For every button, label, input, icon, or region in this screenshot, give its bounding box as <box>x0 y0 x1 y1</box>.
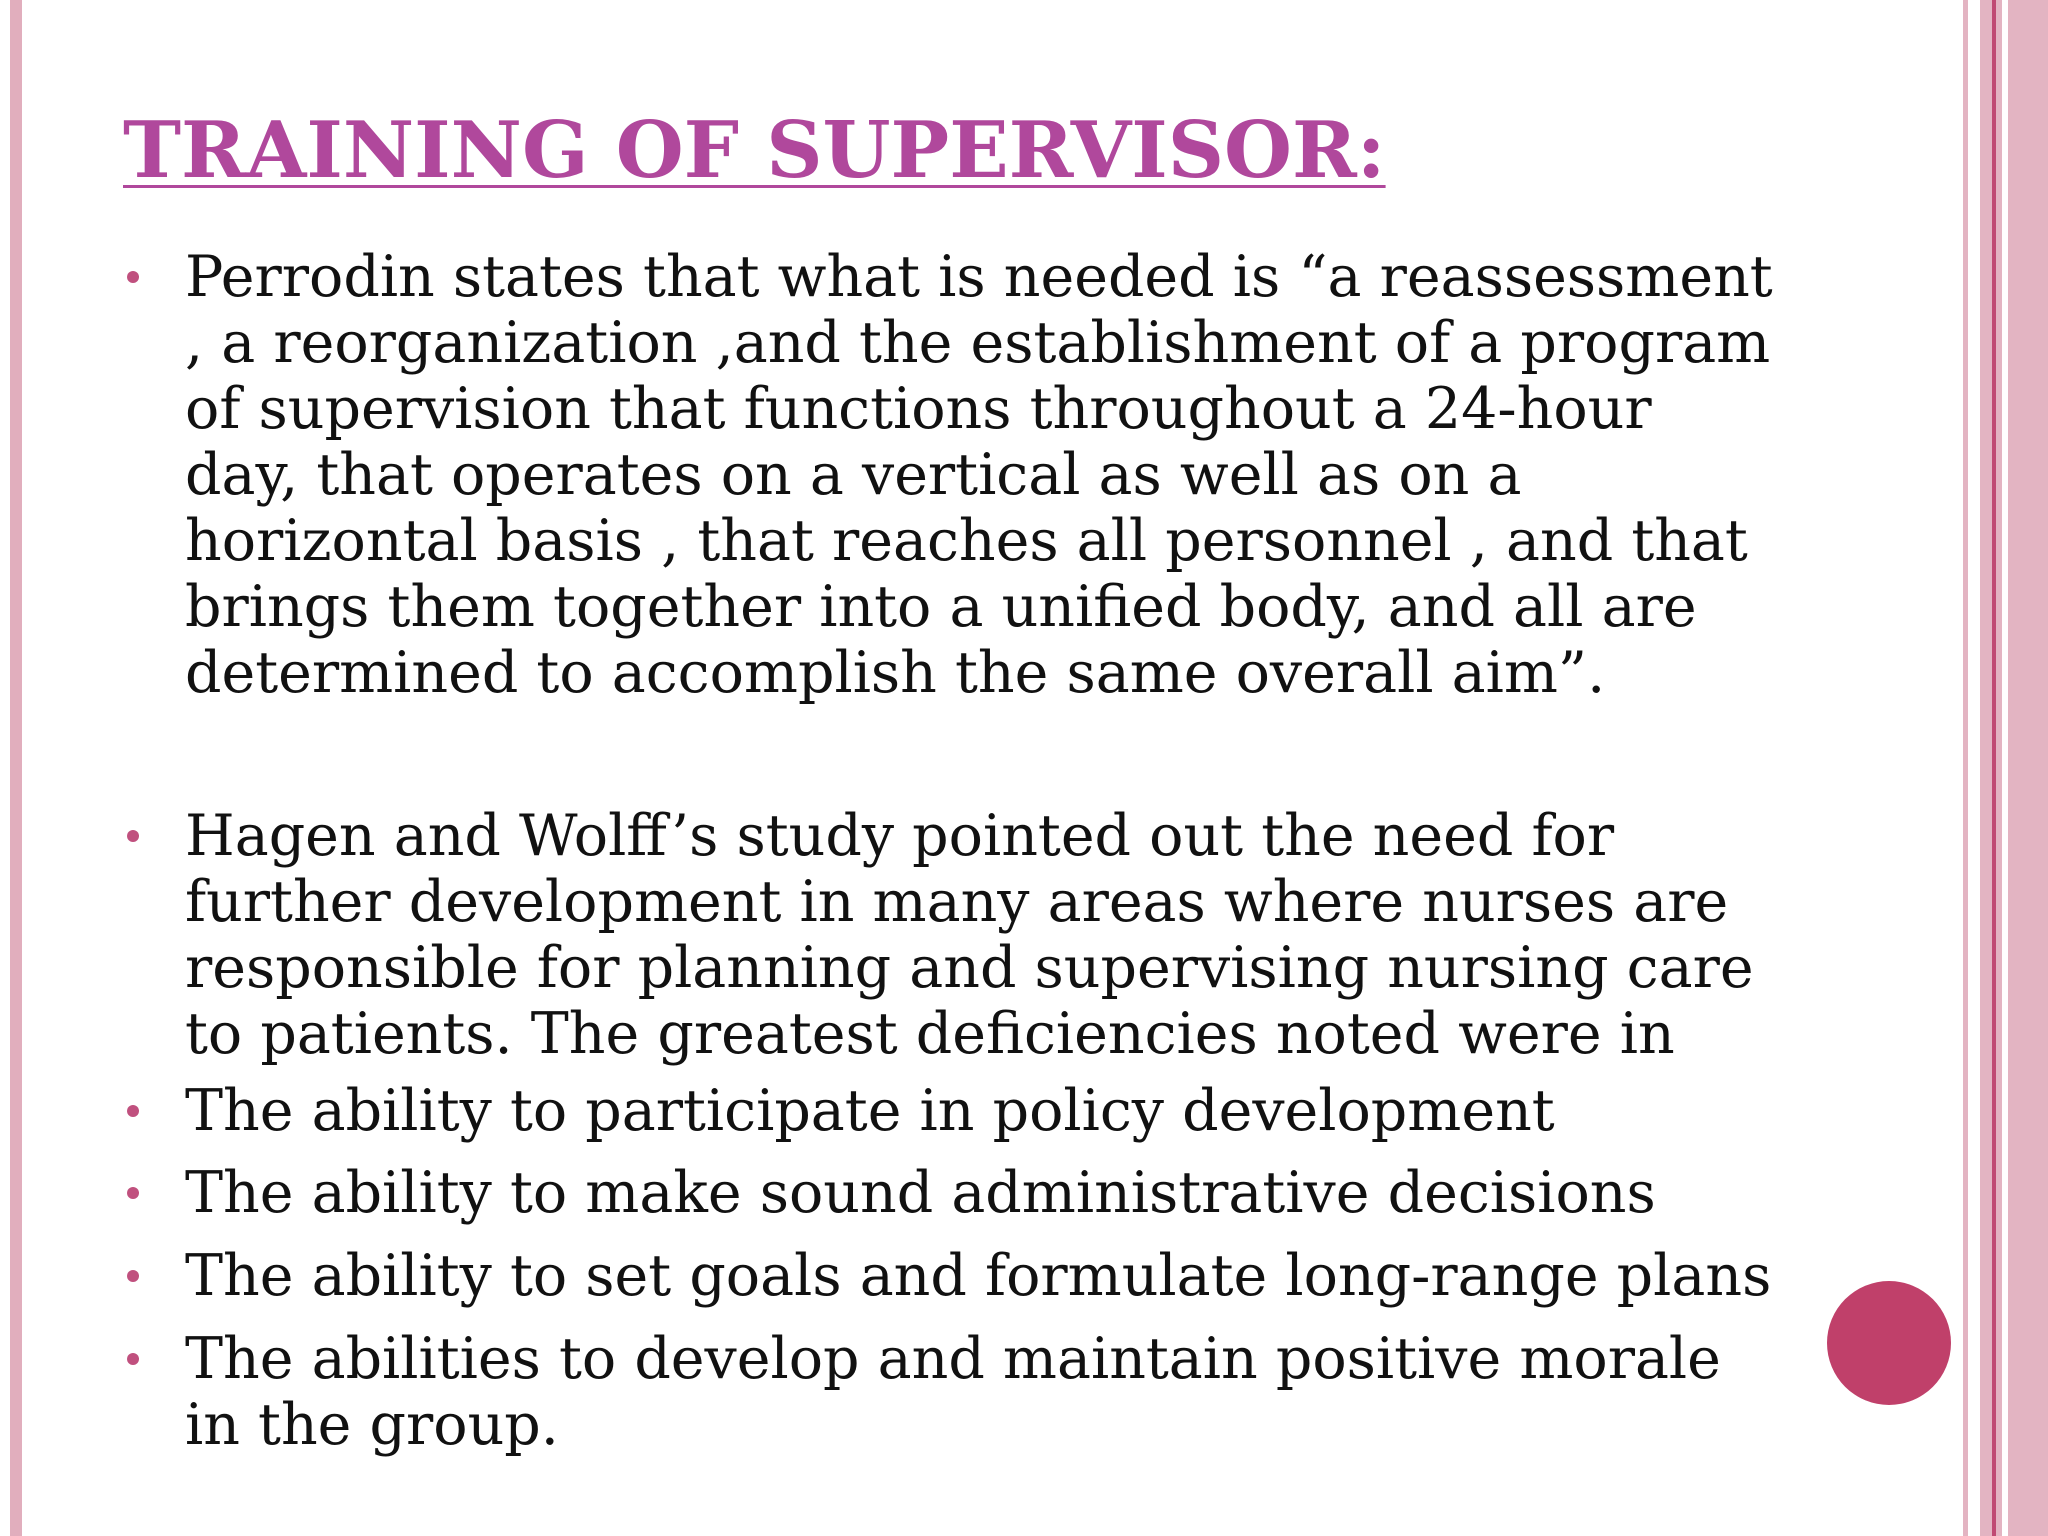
accent-circle-decoration <box>1827 1281 1951 1405</box>
bullet-text-line: determined to accomplish the same overall aim”. <box>185 640 1606 706</box>
bullet-text-line: The ability to set goals and formulate long-range plans <box>185 1243 1772 1309</box>
bullet-text-line: Hagen and Wolff’s study pointed out the need for <box>185 803 1615 869</box>
bullet-text-line: horizontal basis , that reaches all personnel , and that <box>185 508 1748 574</box>
bullet-text-line: further development in many areas where nurses are <box>185 869 1729 935</box>
bullet-text-line: brings them together into a unified body, and all are <box>185 574 1697 640</box>
bullet-text-line: of supervision that functions throughout a 24-hour <box>185 376 1652 442</box>
bullet-marker <box>127 830 139 842</box>
bullet-text-line: The abilities to develop and maintain positive morale <box>185 1326 1721 1392</box>
bullet-marker <box>127 271 139 283</box>
bullet-text-line: in the group. <box>185 1392 559 1458</box>
bullet-text-line: responsible for planning and supervising nursing care <box>185 935 1754 1001</box>
bullet-item <box>185 1326 1945 1458</box>
bullet-text-line: day, that operates on a vertical as well as on a <box>185 442 1522 508</box>
bullet-text-line: Perrodin states that what is needed is “a reassessment <box>185 244 1773 310</box>
bullet-text-line: , a reorganization ,and the establishment of a program <box>185 310 1771 376</box>
bullet-text-line: The ability to participate in policy development <box>185 1078 1555 1144</box>
slide-title: TRAINING OF SUPERVISOR: <box>123 105 1386 196</box>
bullet-item <box>185 244 1945 706</box>
bullet-marker <box>127 1270 139 1282</box>
bullet-item <box>185 1078 1945 1144</box>
bullet-text-line: The ability to make sound administrative decisions <box>185 1160 1656 1226</box>
bullet-item <box>185 1160 1945 1226</box>
bullet-item <box>185 1243 1945 1309</box>
bullet-text-line: to patients. The greatest deficiencies noted were in <box>185 1001 1675 1067</box>
bullet-marker <box>127 1353 139 1365</box>
bullet-marker <box>127 1105 139 1117</box>
bullet-marker <box>127 1187 139 1199</box>
bullet-item <box>185 803 1945 1067</box>
